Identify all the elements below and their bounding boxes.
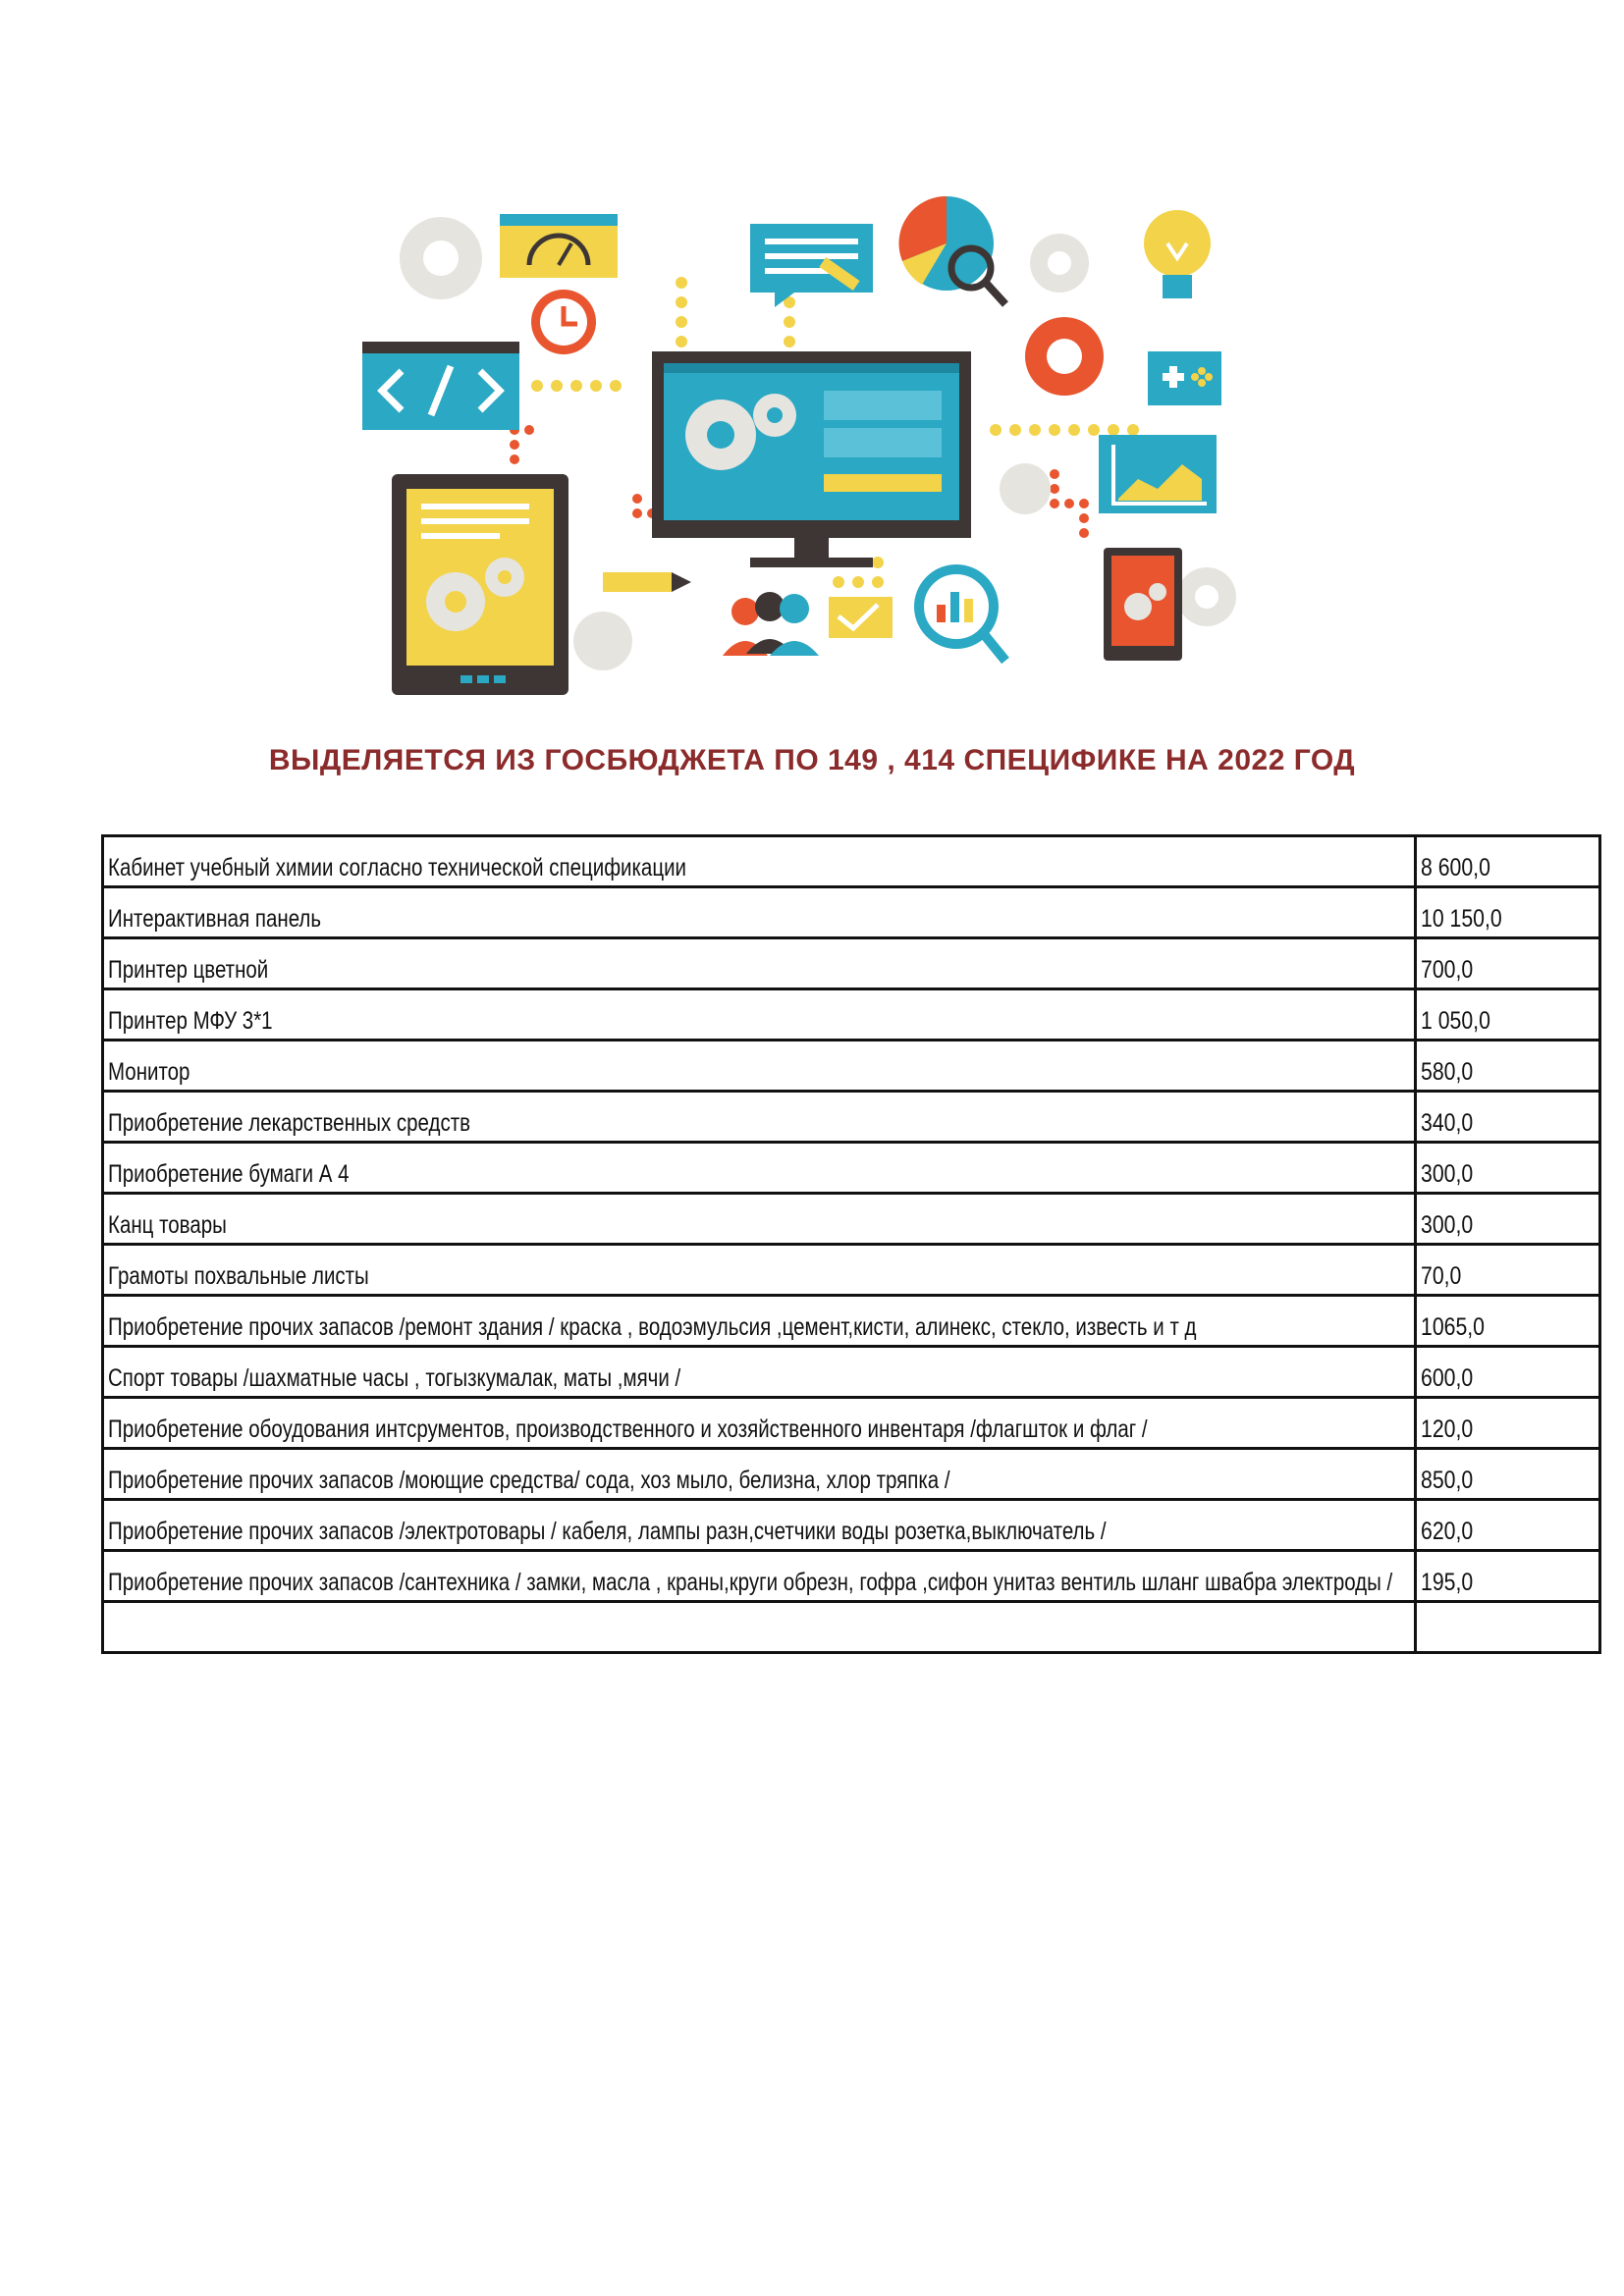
lightbulb-icon [1144, 210, 1211, 298]
pie-chart-icon [898, 196, 994, 291]
amount-cell [1416, 1602, 1600, 1653]
gear-icon [1025, 317, 1104, 396]
item-cell [103, 1143, 1416, 1194]
item-cell [103, 989, 1416, 1041]
item-name: Приобретение прочих запасов /электротовары / кабеля, лампы разн,счетчики воды розетка,выключатель / [108, 1518, 1107, 1545]
technology-illustration [357, 185, 1271, 705]
item-name: Приобретение бумаги А 4 [108, 1160, 350, 1188]
amount-cell [1416, 1500, 1600, 1551]
amount-cell [1416, 1551, 1600, 1602]
budget-heading: ВЫДЕЛЯЕТСЯ ИЗ ГОСБЮДЖЕТА ПО 149 , 414 СПЕЦИФИКЕ НА 2022 ГОД [268, 744, 1356, 776]
item-cell [103, 1194, 1416, 1245]
item-amount: 120,0 [1421, 1415, 1474, 1443]
item-cell [103, 887, 1416, 938]
item-name: Приобретение прочих запасов /моющие средства/ сода, хоз мыло, белизна, хлор тряпка / [108, 1467, 950, 1494]
table-row [103, 938, 1600, 989]
amount-cell [1416, 1245, 1600, 1296]
budget-table [101, 834, 1601, 1654]
table-row [103, 989, 1600, 1041]
amount-cell [1416, 1194, 1600, 1245]
gamepad-icon [1148, 351, 1221, 405]
amount-cell [1416, 836, 1600, 887]
table-row [103, 1041, 1600, 1092]
amount-cell [1416, 1041, 1600, 1092]
item-name: Интерактивная панель [108, 905, 322, 933]
item-cell [103, 1500, 1416, 1551]
tablet-icon [392, 474, 568, 695]
item-name: Канц товары [108, 1211, 227, 1239]
item-amount: 300,0 [1421, 1160, 1474, 1188]
amount-cell [1416, 989, 1600, 1041]
item-cell [103, 1296, 1416, 1347]
item-amount: 620,0 [1421, 1518, 1474, 1545]
table-row [103, 1245, 1600, 1296]
code-icon [362, 342, 519, 430]
amount-cell [1416, 1398, 1600, 1449]
item-name: Принтер МФУ 3*1 [108, 1007, 273, 1035]
item-name: Приобретение лекарственных средств [108, 1109, 470, 1137]
item-name: Спорт товары /шахматные часы , тогызкумалак, маты ,мячи / [108, 1364, 681, 1392]
item-name: Принтер цветной [108, 956, 269, 984]
amount-cell [1416, 1143, 1600, 1194]
item-amount: 10 150,0 [1421, 905, 1502, 933]
item-cell [103, 1449, 1416, 1500]
item-name: Приобретение обоудования интсрументов, производственного и хозяйственного инвентаря /флагшток и флаг / [108, 1415, 1148, 1443]
item-cell [103, 938, 1416, 989]
amount-cell [1416, 1092, 1600, 1143]
item-amount: 580,0 [1421, 1058, 1474, 1086]
item-cell [103, 1398, 1416, 1449]
people-icon [723, 592, 819, 656]
item-amount: 70,0 [1421, 1262, 1462, 1290]
amount-cell [1416, 1347, 1600, 1398]
table-row [103, 1347, 1600, 1398]
item-cell [103, 1092, 1416, 1143]
item-amount: 195,0 [1421, 1569, 1474, 1596]
amount-cell [1416, 1296, 1600, 1347]
table-row [103, 1194, 1600, 1245]
item-amount: 850,0 [1421, 1467, 1474, 1494]
table-row [103, 1296, 1600, 1347]
table-row [103, 1500, 1600, 1551]
item-amount: 8 600,0 [1421, 854, 1490, 881]
item-amount: 340,0 [1421, 1109, 1474, 1137]
tablet-icon [1104, 548, 1182, 661]
monitor-icon [652, 351, 971, 567]
item-name: Приобретение прочих запасов /ремонт здания / краска , водоэмульсия ,цемент,кисти, алинекс, стекло, известь и т д [108, 1313, 1197, 1341]
item-cell [103, 1041, 1416, 1092]
magnifier-icon [919, 569, 1005, 661]
table-row [103, 1143, 1600, 1194]
amount-cell [1416, 887, 1600, 938]
item-amount: 1065,0 [1421, 1313, 1485, 1341]
item-amount: 1 050,0 [1421, 1007, 1490, 1035]
item-amount: 700,0 [1421, 956, 1474, 984]
line-chart-icon [1099, 435, 1217, 513]
item-name: Грамоты похвальные листы [108, 1262, 369, 1290]
item-name: Монитор [108, 1058, 190, 1086]
item-cell [103, 1602, 1416, 1653]
item-cell [103, 836, 1416, 887]
item-amount: 600,0 [1421, 1364, 1474, 1392]
envelope-icon [829, 597, 893, 638]
table-row [103, 836, 1600, 887]
clock-icon [531, 290, 596, 354]
table-row [103, 887, 1600, 938]
table-row [103, 1092, 1600, 1143]
item-cell [103, 1347, 1416, 1398]
table-row [103, 1449, 1600, 1500]
item-name: Кабинет учебный химии согласно технической спецификации [108, 854, 686, 881]
item-amount: 300,0 [1421, 1211, 1474, 1239]
table-row [103, 1551, 1600, 1602]
table-row [103, 1398, 1600, 1449]
item-name: Приобретение прочих запасов /сантехника / замки, масла , краны,круги обрезн, гофра ,сифон унитаз вентиль шланг швабра электроды / [108, 1569, 1393, 1596]
item-cell [103, 1551, 1416, 1602]
table-row [103, 1602, 1600, 1653]
item-cell [103, 1245, 1416, 1296]
amount-cell [1416, 938, 1600, 989]
speedometer-icon [500, 214, 618, 278]
chat-icon [750, 224, 873, 307]
pencil-icon [603, 572, 691, 592]
amount-cell [1416, 1449, 1600, 1500]
